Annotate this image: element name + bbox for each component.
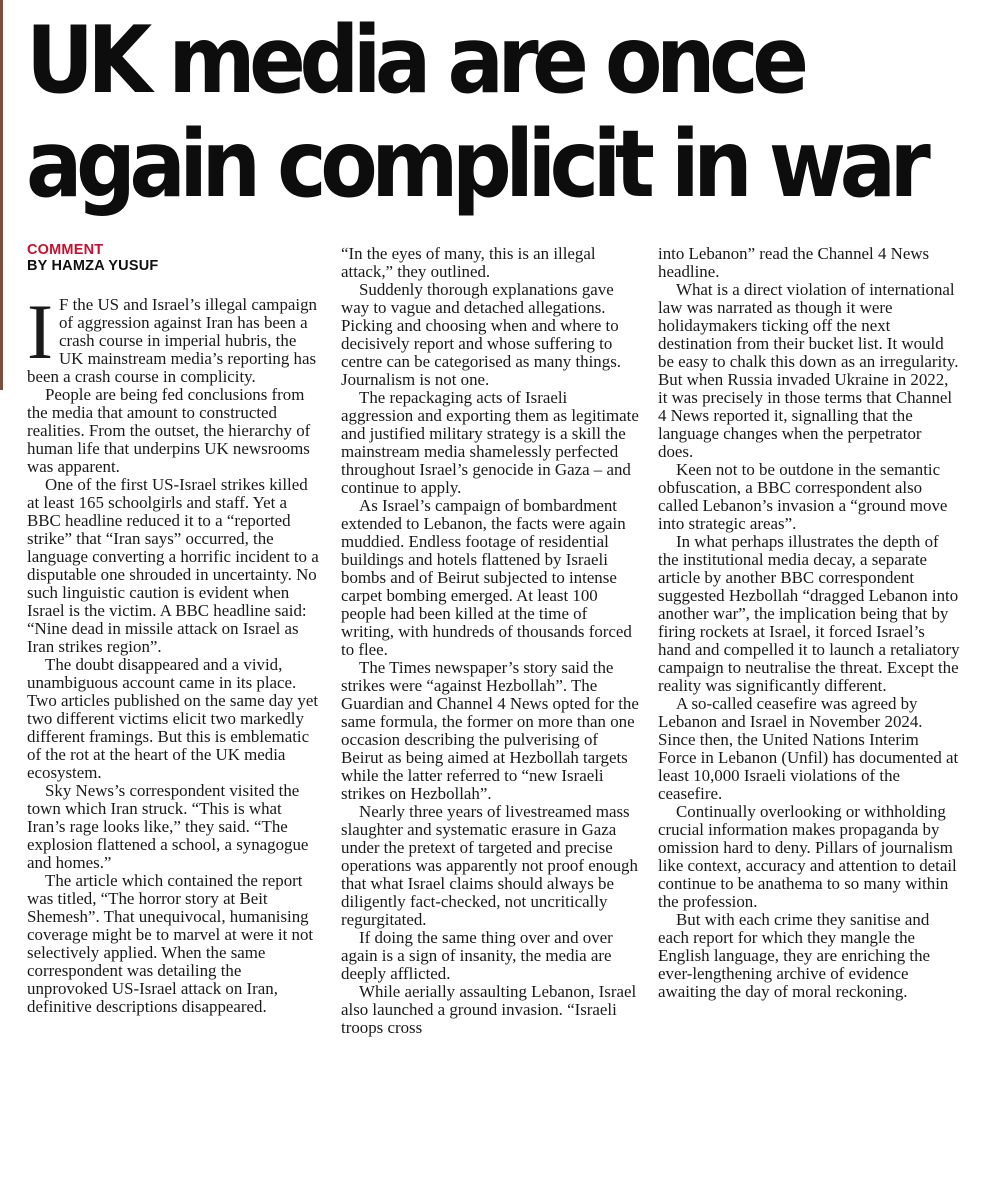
article-paragraph: Suddenly thorough explanations gave way to vague and detached allegations. Picking and choosing when and where to decisively report and whose suffering to centre can be categorised as many things. Journalism is not one. (341, 280, 621, 389)
page-edge-bar (0, 0, 3, 390)
article-paragraph: People are being fed conclusions from the media that amount to constructed realities. From the outset, the hierarchy of human life that underpins UK newsrooms was apparent. (27, 385, 311, 476)
headline-line-1: UK media are once (26, 6, 803, 114)
headline-line-2: again complicit in war (26, 110, 925, 218)
article-column-3 (658, 245, 960, 1001)
article-column-1 (27, 288, 323, 1016)
article-paragraph: The article which contained the report was titled, “The horror story at Beit Shemesh”. That unequivocal, humanising coverage might be to marvel at were it not selectively applied. When the same correspondent was detailing the unprovoked US-Israel attack on Iran, definitive descriptions disappeared. (27, 871, 314, 1016)
article-paragraph: into Lebanon” read the Channel 4 News headline. (658, 244, 930, 281)
article-paragraph: Nearly three years of livestreamed mass slaughter and systematic erasure in Gaza under the pretext of targeted and precise operations was apparently not proof enough that what Israel claims should always be diligently fact-checked, not uncritically regurgitated. (341, 802, 638, 929)
article-paragraph: Keen not to be outdone in the semantic obfuscation, a BBC correspondent also called Lebanon’s invasion a “ground move into strategic areas”. (658, 460, 948, 533)
article-paragraph: In what perhaps illustrates the depth of the institutional media decay, a separate article by another BBC correspondent suggested Hezbollah “dragged Lebanon into another war”, the implication being that by firing rockets at Israel, it forced Israel’s hand and compelled it to launch a retaliatory campaign to neutralise the threat. Except the reality was significantly different. (658, 532, 960, 695)
article-paragraph: The repackaging acts of Israeli aggression and exporting them as legitimate and justified military strategy is a skill the mainstream media shamelessly perfected throughout Israel’s genocide in Gaza – and continue to apply. (341, 388, 639, 497)
headline (26, 8, 976, 216)
article-column-2 (341, 245, 643, 1037)
article-paragraph: But with each crime they sanitise and each report for which they mangle the English language, they are enriching the ever-lengthening archive of evidence awaiting the day of moral reckoning. (658, 910, 931, 1001)
article-paragraph: One of the first US-Israel strikes killed at least 165 schoolgirls and staff. Yet a BBC headline reduced it to a “reported strike” that “Iran says” occurred, the language converting a horrific incident to a disputable one shrouded in uncertainty. No such linguistic caution is evident when Israel is the victim. A BBC headline said: “Nine dead in missile attack on Israel as Iran strikes region”. (27, 475, 319, 656)
article-paragraph: Continually overlooking or withholding crucial information makes propaganda by omission hard to deny. Pillars of journalism like context, accuracy and attention to detail continue to be anathema to so many within the profession. (658, 802, 957, 911)
article-paragraph: The doubt disappeared and a vivid, unambiguous account came in its place. Two articles published on the same day yet two different victims elicit two markedly different framings. But this is emblematic of the rot at the heart of the UK media ecosystem. (27, 655, 319, 782)
article-paragraph: A so-called ceasefire was agreed by Lebanon and Israel in November 2024. Since then, the United Nations Interim Force in Lebanon (Unfil) has documented at least 10,000 Israeli violations of the ceasefire. (658, 694, 959, 803)
author-byline: BY HAMZA YUSUF (27, 258, 159, 274)
drop-cap: I (27, 288, 53, 375)
article-paragraph: As Israel’s campaign of bombardment extended to Lebanon, the facts were again muddied. Endless footage of residential buildings and hotels flattened by Israeli bombs and of Beirut subjected to intense carpet bombing emerged. At least 100 people had been killed at the time of writing, with hundreds of thousands forced to flee. (341, 496, 632, 659)
article-paragraph: Sky News’s correspondent visited the town which Iran struck. “This is what Iran’s rage looks like,” they said. “The explosion flattened a school, a synagogue and homes.” (27, 781, 309, 872)
article-paragraph: If doing the same thing over and over again is a sign of insanity, the media are deeply afflicted. (341, 928, 613, 983)
article-paragraph: While aerially assaulting Lebanon, Israel also launched a ground invasion. “Israeli troops cross (341, 982, 637, 1037)
article-paragraph: What is a direct violation of international law was narrated as though it were holidaymakers ticking off the next destination from their bucket list. It would be easy to chalk this down as an irregularity. But when Russia invaded Ukraine in 2022, it was precisely in those terms that Channel 4 News reported it, signalling that the language changes when the perpetrator does. (658, 280, 959, 461)
article-paragraph (27, 288, 323, 386)
byline (27, 242, 317, 274)
paragraph-text: F the US and Israel’s illegal campaign of aggression against Iran has been a crash course in imperial hubris, the UK mainstream media’s reporting has been a crash course in complicity. (27, 295, 317, 386)
article-paragraph: “In the eyes of many, this is an illegal attack,” they outlined. (341, 244, 596, 281)
section-kicker: COMMENT (27, 242, 104, 258)
article-paragraph: The Times newspaper’s story said the strikes were “against Hezbollah”. The Guardian and Channel 4 News opted for the same formula, the former on more than one occasion describing the pulverising of Beirut as being aimed at Hezbollah targets while the latter referred to “new Israeli strikes on Hezbollah”. (341, 658, 639, 803)
